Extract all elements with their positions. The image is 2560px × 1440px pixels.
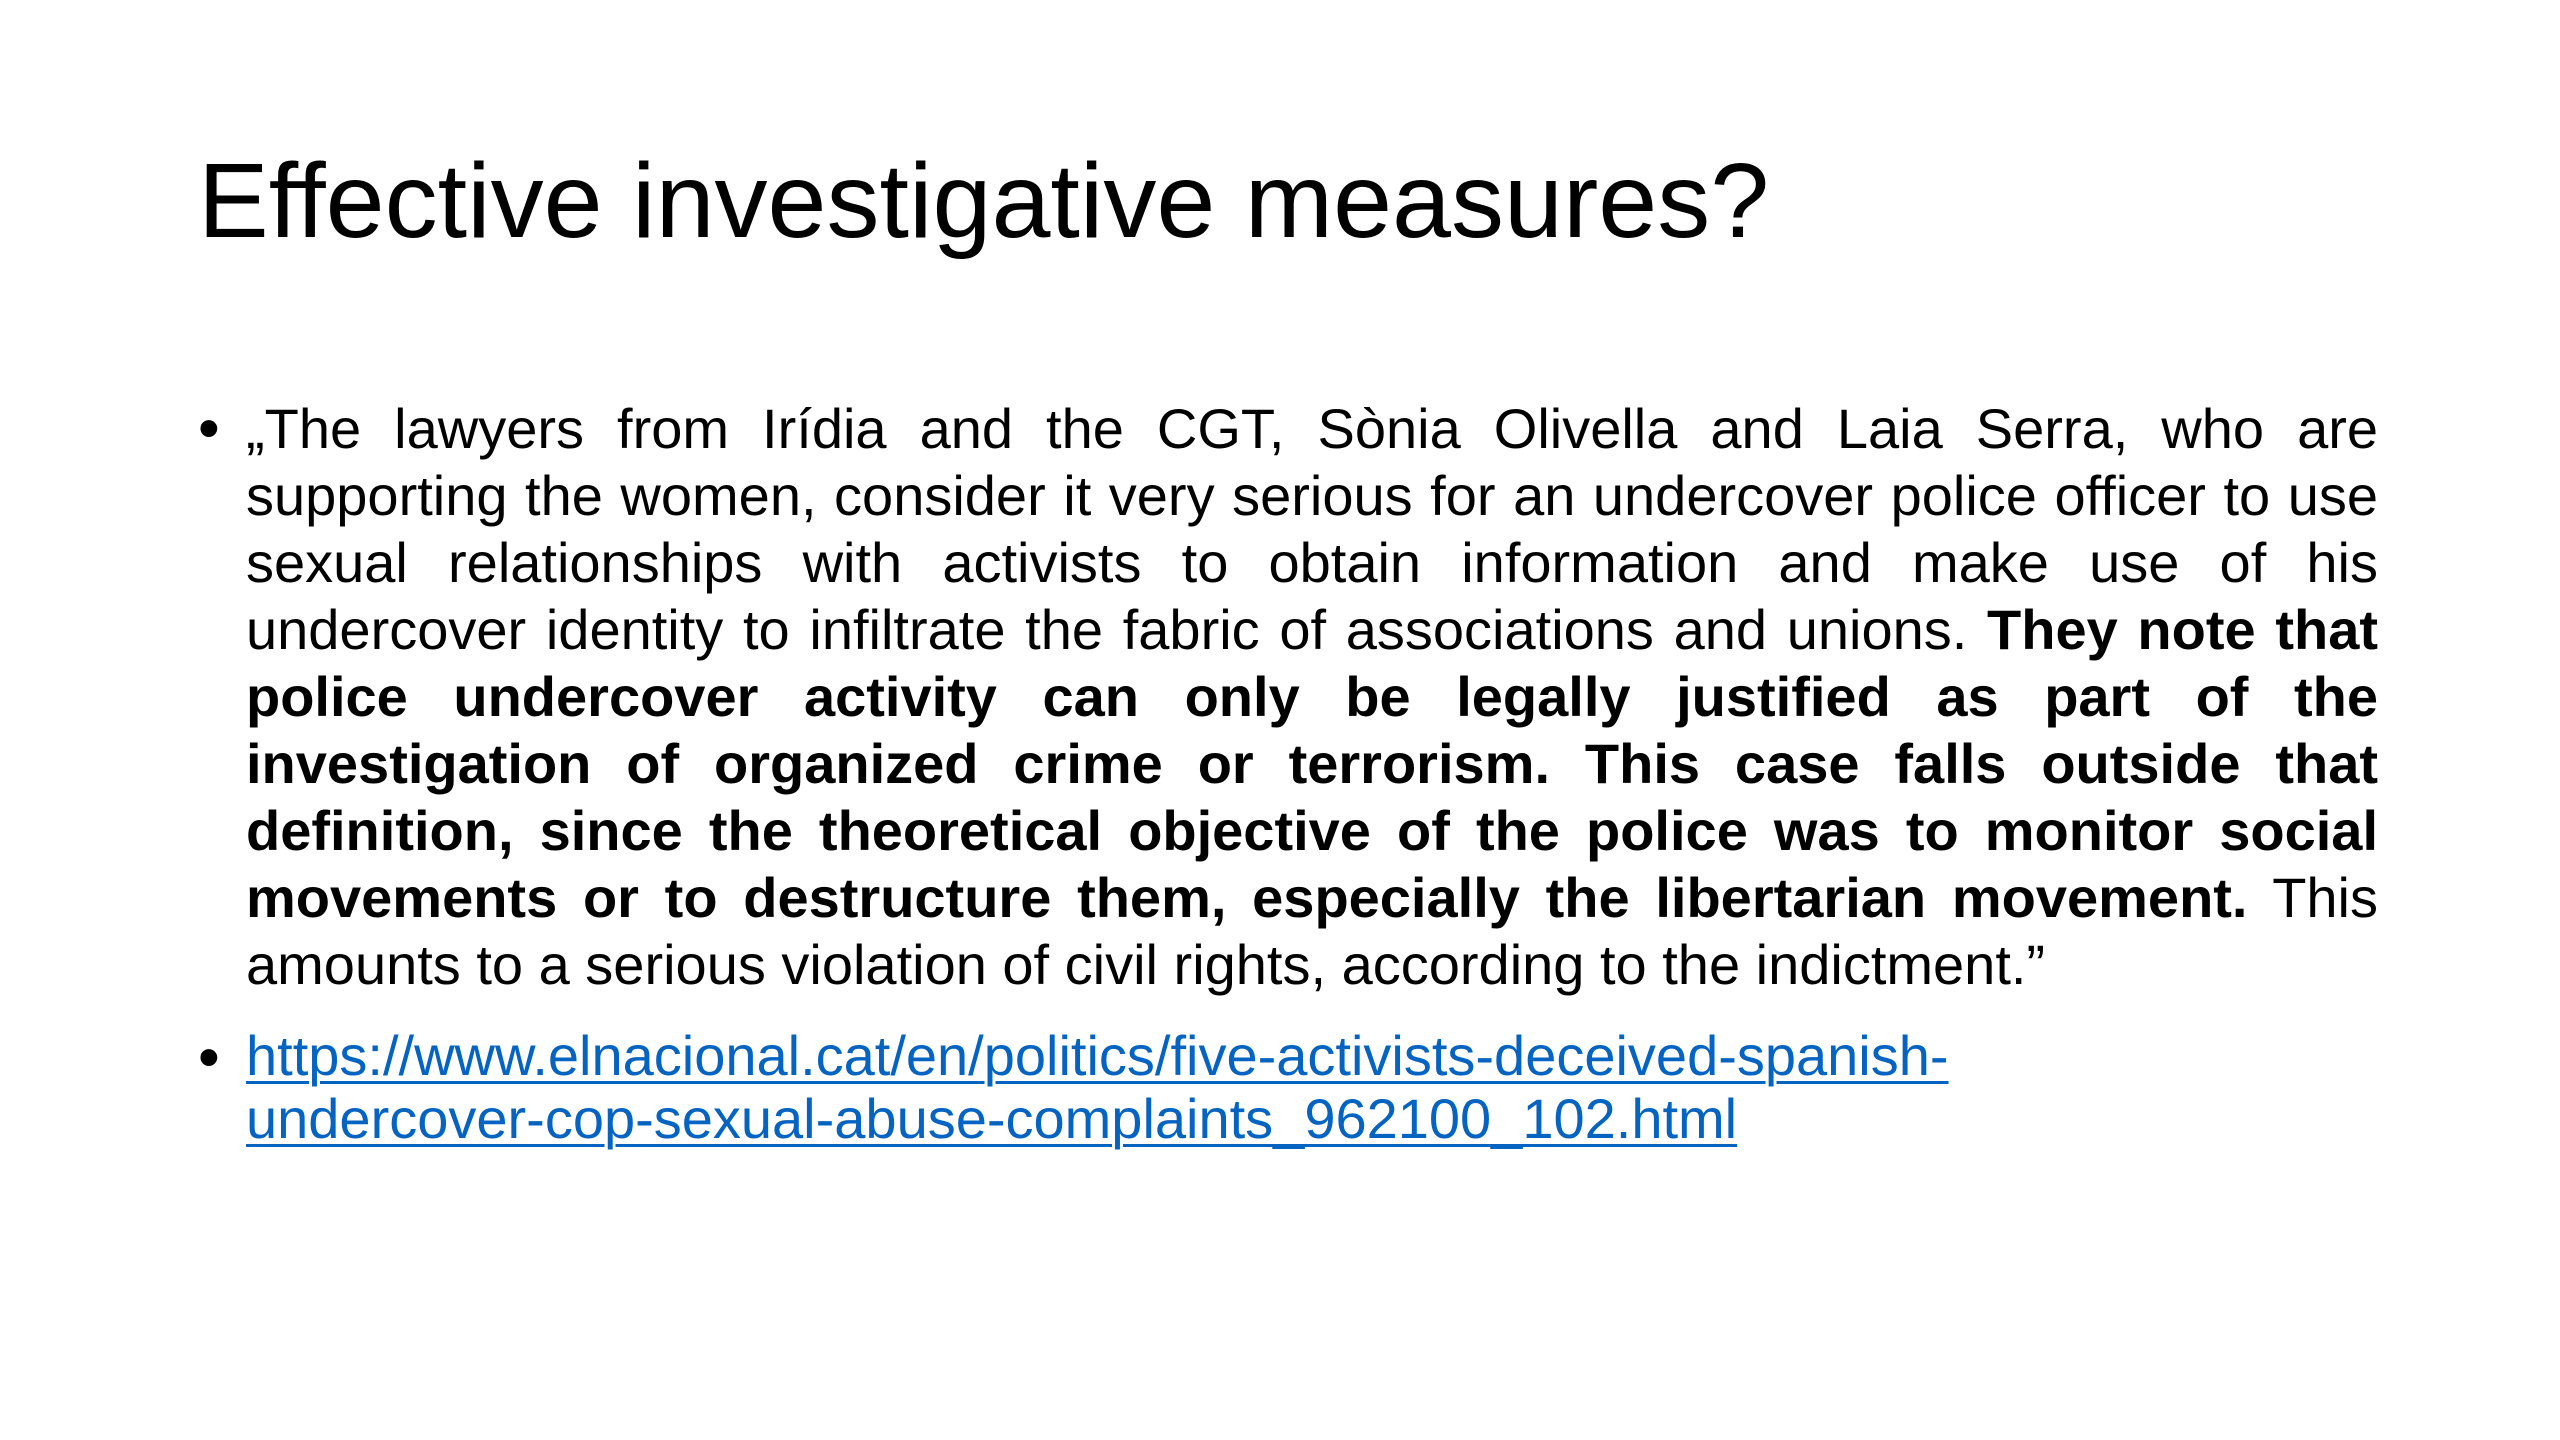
quote-text-bold: They note that police undercover activity can only be legally justified as part of the investigation of organized crime or terrorism. This case falls outside that definition, since the theoretical objective of the police was to monitor social movements or to destructure them, especially the libertarian movement. — [246, 598, 2378, 929]
source-link-line-2: undercover-cop-sexual-abuse-complaints_962100_102.html — [246, 1087, 1738, 1150]
source-link[interactable] — [246, 1024, 2378, 1150]
slide-title: Effective investigative measures? — [198, 142, 1770, 260]
quote-paragraph — [246, 395, 2378, 998]
bullet-quote — [198, 395, 2378, 998]
quote-text-regular-1: „The lawyers from Irídia and the CGT, Sònia Olivella and Laia Serra, who are supporting the women, consider it very serious for an undercover police officer to use sexual relationships with activists to obtain information and make use of his undercover identity to infiltrate the fabric of associations and unions. — [246, 397, 2378, 661]
bullet-dot-icon: • — [198, 1023, 220, 1092]
quote-text-regular-2: This amounts to a serious violation of civil rights, according to the indictment.” — [246, 866, 2378, 996]
bullet-dot-icon: • — [198, 394, 220, 463]
source-link-line-1: https://www.elnacional.cat/en/politics/five-activists-deceived-spanish- — [246, 1024, 1949, 1087]
bullet-link — [198, 1024, 2378, 1150]
bullet-list — [198, 395, 2378, 1150]
